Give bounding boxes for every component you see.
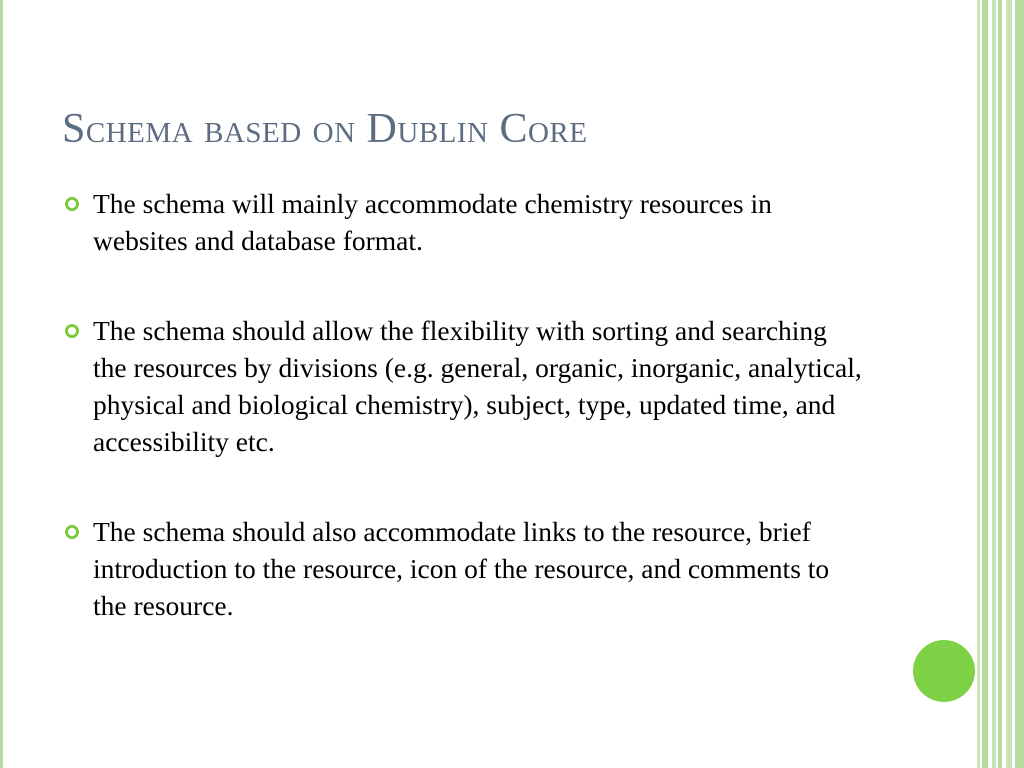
right-frame-stripe [998, 0, 1002, 768]
bullet-item [62, 185, 862, 259]
slide-title: Schema based on Dublin Core [62, 106, 588, 152]
right-frame-stripe [992, 0, 996, 768]
bullet-item [62, 513, 862, 624]
bullet-text: The schema will mainly accommodate chemistry resources in websites and database format. [93, 188, 772, 256]
bullet-ring-icon [65, 197, 79, 211]
right-frame-stripe [1006, 0, 1012, 768]
bullet-text: The schema should also accommodate links to the resource, brief introduction to the resource, icon of the resource, and comments to the resource. [93, 516, 830, 621]
bullet-text: The schema should allow the flexibility with sorting and searching the resources by divisions (e.g. general, organic, inorganic, analytical, physical and biological chemistry), subject, type, updated time, and accessibility etc. [93, 315, 862, 457]
bullet-ring-icon [65, 324, 79, 338]
bullet-list [62, 185, 862, 624]
right-frame-stripe [1015, 0, 1024, 768]
bullet-ring-icon [65, 525, 79, 539]
left-frame-line [0, 0, 3, 768]
decorative-green-circle [913, 640, 975, 702]
right-frame-stripe [982, 0, 988, 768]
bullet-item [62, 312, 862, 460]
right-frame-stripe [977, 0, 980, 768]
